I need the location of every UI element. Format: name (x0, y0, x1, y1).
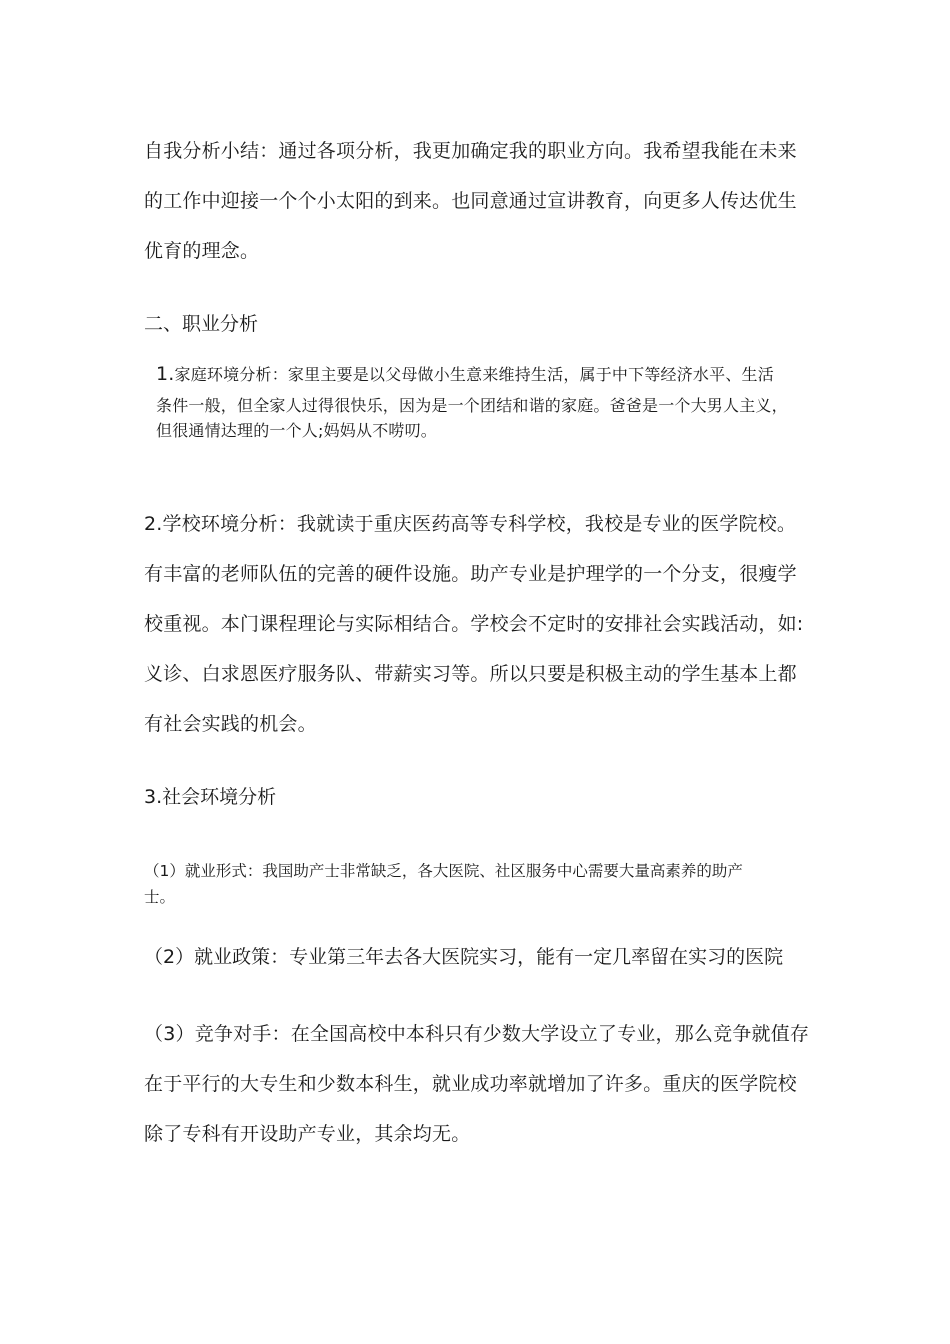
school-line-3: 校重视。本门课程理论与实际相结合。学校会不定时的安排社会实践活动，如: (144, 613, 804, 635)
school-environment-paragraph (144, 499, 814, 749)
self-summary-paragraph (144, 126, 814, 276)
school-line-4: 义诊、白求恩医疗服务队、带薪实习等。所以只要是积极主动的学生基本上都 (144, 663, 797, 685)
section-heading-social-environment: 3.社会环境分析 (144, 786, 277, 808)
competition-line-3: 除了专科有开设助产专业，其余均无。 (144, 1123, 471, 1145)
self-summary-line-1: 自我分析小结：通过各项分析，我更加确定我的职业方向。我希望我能在未来 (144, 140, 797, 162)
employment-form-paragraph (144, 858, 814, 910)
school-line-5: 有社会实践的机会。 (144, 713, 317, 735)
family-number: 1. (156, 363, 175, 385)
self-summary-line-3: 优育的理念。 (144, 240, 260, 262)
family-environment-paragraph (156, 359, 816, 446)
employment-policy-paragraph: （2）就业政策：专业第三年去各大医院实习，能有一定几率留在实习的医院 (144, 946, 784, 968)
competition-line-1: （3）竞争对手：在全国高校中本科只有少数大学设立了专业，那么竞争就值存 (144, 1023, 810, 1045)
self-summary-line-2: 的工作中迎接一个个小太阳的到来。也同意通过宣讲教育，向更多人传达优生 (144, 190, 797, 212)
employment-form-line-1: （1）就业形式：我国助产士非常缺乏，各大医院、社区服务中心需要大量高素养的助产 (144, 862, 743, 880)
competition-paragraph (144, 1009, 814, 1159)
family-line-2: 条件一般，但全家人过得很快乐，因为是一个团结和谐的家庭。爸爸是一个大男人主义， (156, 396, 788, 415)
section-heading-career-analysis: 二、职业分析 (144, 313, 259, 335)
competition-line-2: 在于平行的大专生和少数本科生，就业成功率就增加了许多。重庆的医学院校 (144, 1073, 797, 1095)
school-line-2: 有丰富的老师队伍的完善的硬件设施。助产专业是护理学的一个分支，很瘦学 (144, 563, 797, 585)
family-line-1: 1.家庭环境分析：家里主要是以父母做小生意来维持生活，属于中下等经济水平、生活 (156, 363, 774, 385)
school-line-1: 2.学校环境分析：我就读于重庆医药高等专科学校，我校是专业的医学院校。 (144, 513, 797, 535)
employment-form-line-2: 士。 (144, 888, 176, 906)
family-line-3: 但很通情达理的一个人;妈妈从不唠叨。 (156, 421, 437, 440)
